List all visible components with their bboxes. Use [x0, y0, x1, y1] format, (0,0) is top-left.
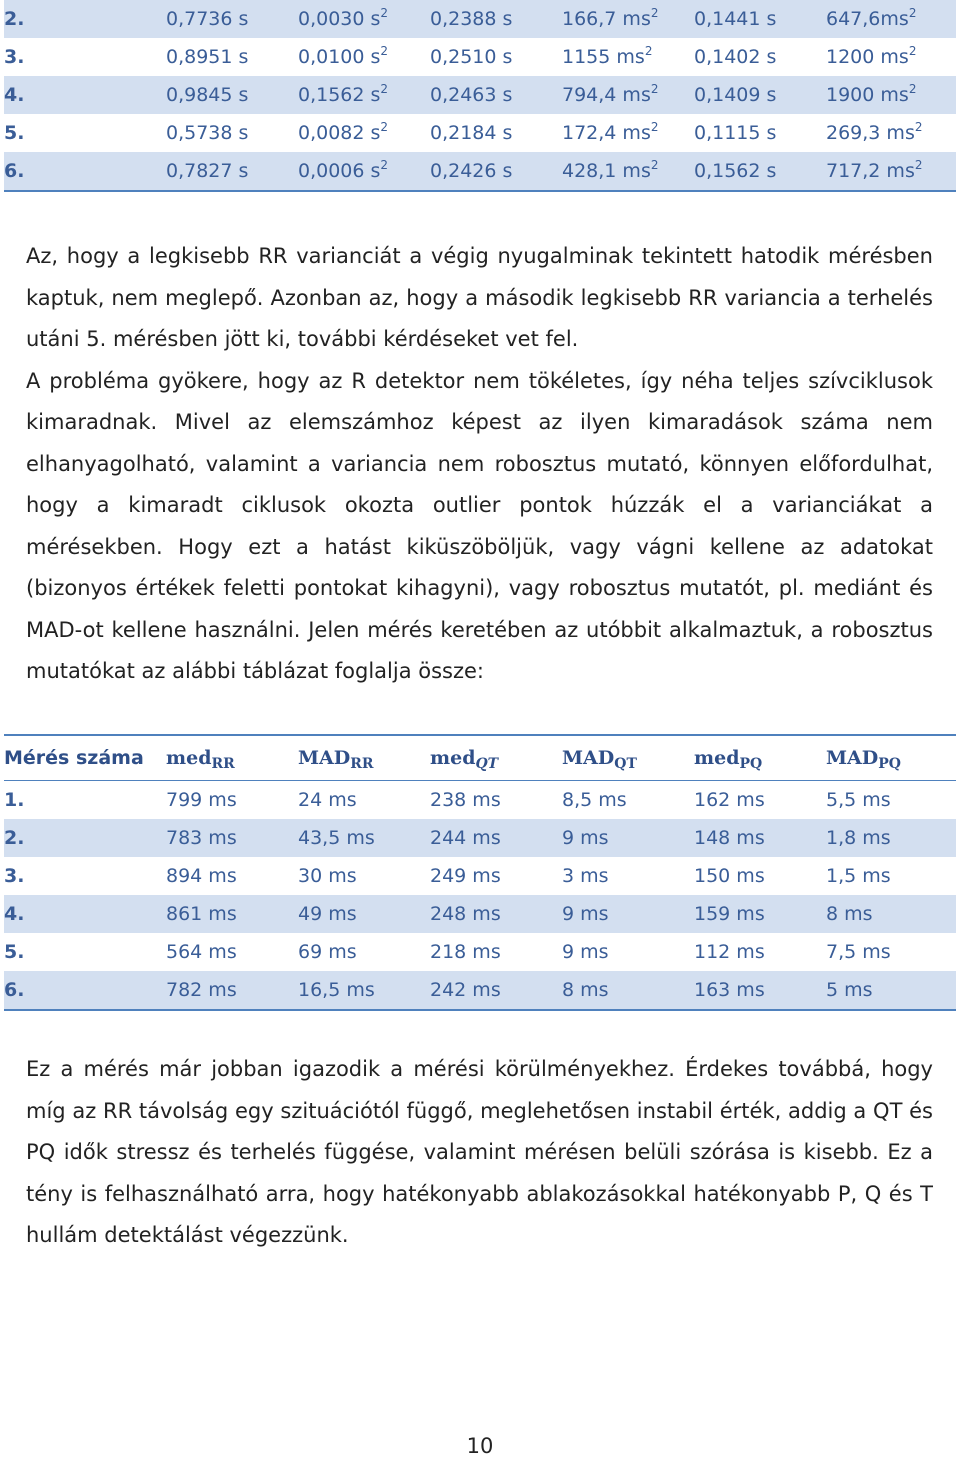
- table-cell: 1200 $ms^2$: [826, 44, 917, 68]
- table-cell: 43,5 ms: [298, 819, 430, 857]
- table-cell: 7,5 ms: [826, 941, 891, 963]
- table-cell: 0,0100 $s^2$: [298, 44, 389, 68]
- table-cell: 0,1409 s: [694, 76, 826, 114]
- table-cell: 159 ms: [694, 895, 826, 933]
- table-row: [4, 895, 956, 933]
- table-row: [4, 971, 956, 1010]
- table-cell: $647,6ms^2$: [826, 0, 956, 38]
- paragraph-text: Ez a mérés már jobban igazodik a mérési körülményekhez. Érdekes továbbá, hogy míg az RR távolság egy szituációtól függő, meglehetősen instabil érték, addig a QT és PQ idők stressz és terhelés függése, valamint mérésen belüli szórása is kisebb. Ez a tény is felhasználható arra, hogy hatékonyabb ablakozásokkal hatékonyabb P, Q és T hullám detektálást végezzünk.: [26, 1057, 933, 1247]
- row-number: 1.: [4, 789, 25, 811]
- table-cell: 0,2426 s: [430, 152, 562, 191]
- body-paragraph: [26, 236, 933, 693]
- column-header: med$_{RR}$: [166, 735, 298, 781]
- table-cell: 9 ms: [562, 941, 609, 963]
- column-header: med$_{PQ}$: [694, 735, 826, 781]
- table-row: [4, 76, 956, 114]
- table-row: [4, 781, 956, 820]
- table-cell: 69 ms: [298, 941, 357, 963]
- table-cell: 172,4 $ms^2$: [562, 120, 659, 144]
- table-cell: 8 ms: [826, 895, 956, 933]
- table-cell: 248 ms: [430, 895, 562, 933]
- row-number: 5.: [4, 122, 25, 144]
- row-number: 3.: [4, 46, 25, 68]
- column-header: Mérés száma: [4, 735, 166, 781]
- row-number: 6.: [4, 152, 166, 191]
- row-number: 3.: [4, 865, 25, 887]
- column-header: $MAD_{PQ}$: [826, 735, 956, 781]
- table-cell: 1155 $ms^2$: [562, 44, 653, 68]
- table-cell: 0,9845 s: [166, 76, 298, 114]
- table-cell: 0,2388 s: [430, 0, 562, 38]
- table-cell: 49 ms: [298, 895, 430, 933]
- row-number: 4.: [4, 895, 166, 933]
- table-cell: 242 ms: [430, 971, 562, 1010]
- table-cell: 166,7 $ms^2$: [562, 0, 694, 38]
- table-cell: 0,7736 s: [166, 0, 298, 38]
- row-number: 2.: [4, 819, 166, 857]
- row-number: 4.: [4, 76, 166, 114]
- table-cell: 0,2510 s: [430, 46, 513, 68]
- table-cell: 794,4 $ms^2$: [562, 76, 694, 114]
- table-cell: 717,2 $ms^2$: [826, 152, 956, 191]
- table-cell: 783 ms: [166, 819, 298, 857]
- table-header-row: [4, 735, 956, 781]
- table-cell: 0,7827 s: [166, 152, 298, 191]
- table-cell: 150 ms: [694, 865, 765, 887]
- table-row: [4, 933, 956, 971]
- table-cell: 1900 $ms^2$: [826, 76, 956, 114]
- table-cell: 218 ms: [430, 941, 501, 963]
- table-cell: 0,0082 $s^2$: [298, 120, 389, 144]
- table-cell: 894 ms: [166, 865, 237, 887]
- page-number: 10: [466, 1434, 494, 1458]
- table-cell: 0,2184 s: [430, 122, 513, 144]
- table-row: [4, 0, 956, 38]
- table-cell: 244 ms: [430, 819, 562, 857]
- table-cell: 1,5 ms: [826, 865, 891, 887]
- column-header: med$_{QT}$: [430, 735, 562, 781]
- table-cell: 564 ms: [166, 941, 237, 963]
- table-cell: 249 ms: [430, 865, 501, 887]
- table-cell: 0,2463 s: [430, 76, 562, 114]
- table-cell: 0,0006 $s^2$: [298, 152, 430, 191]
- variance-table: [4, 0, 956, 192]
- table-cell: 0,0030 $s^2$: [298, 0, 430, 38]
- body-paragraph: [26, 1049, 933, 1257]
- table-cell: 30 ms: [298, 865, 357, 887]
- table-row: [4, 857, 956, 895]
- table-cell: 148 ms: [694, 819, 826, 857]
- row-number: 2.: [4, 0, 166, 38]
- row-number: 5.: [4, 941, 25, 963]
- table-row: [4, 38, 956, 76]
- table-cell: 8,5 ms: [562, 789, 627, 811]
- table-row: [4, 152, 956, 191]
- table-cell: 24 ms: [298, 789, 357, 811]
- table-cell: 1,8 ms: [826, 819, 956, 857]
- robust-metrics-table: [4, 734, 956, 1011]
- table-cell: 9 ms: [562, 819, 694, 857]
- table-cell: 428,1 $ms^2$: [562, 152, 694, 191]
- column-header: $MAD_{RR}$: [298, 735, 430, 781]
- table-cell: 8 ms: [562, 971, 694, 1010]
- table-cell: 0,1562 $s^2$: [298, 76, 430, 114]
- table-cell: 269,3 $ms^2$: [826, 120, 923, 144]
- table-cell: 0,8951 s: [166, 46, 249, 68]
- table-cell: 0,1402 s: [694, 46, 777, 68]
- paragraph-text: Az, hogy a legkisebb RR varianciát a végig nyugalminak tekintett hatodik mérésben kaptuk, nem meglepő. Azonban az, hogy a második legkisebb RR variancia a terhelés utáni 5. mérésben jött ki, további kérdéseket vet fel.: [26, 244, 933, 351]
- table-cell: 3 ms: [562, 865, 609, 887]
- table-cell: 0,5738 s: [166, 122, 249, 144]
- table-cell: 861 ms: [166, 895, 298, 933]
- table-cell: 0,1562 s: [694, 152, 826, 191]
- table-cell: 5 ms: [826, 971, 956, 1010]
- table-cell: 0,1115 s: [694, 122, 777, 144]
- table-cell: 16,5 ms: [298, 971, 430, 1010]
- table-cell: 112 ms: [694, 941, 765, 963]
- paragraph-text: A probléma gyökere, hogy az R detektor nem tökéletes, így néha teljes szívciklusok kimaradnak. Mivel az elemszámhoz képest az ilyen kimaradások száma nem elhanyagolható, valamint a variancia nem robosztus mutató, könnyen előfordulhat, hogy a kimaradt ciklusok okozta outlier pontok húzzák el a varianciákat a mérésekben. Hogy ezt a hatást kiküszöböljük, vagy vágni kellene az adatokat (bizonyos értékek feletti pontokat kihagyni), vagy robosztus mutatót, pl. mediánt és MAD-ot kellene használni. Jelen mérés keretében az utóbbit alkalmaztuk, a robosztus mutatókat az alábbi táblázat foglalja össze:: [26, 368, 933, 683]
- table-row: [4, 114, 956, 152]
- table-cell: 799 ms: [166, 789, 237, 811]
- table-cell: 238 ms: [430, 789, 501, 811]
- table-cell: 782 ms: [166, 971, 298, 1010]
- table-cell: 0,1441 s: [694, 0, 826, 38]
- row-number: 6.: [4, 971, 166, 1010]
- column-header: $MAD_{QT}$: [562, 735, 694, 781]
- table-cell: 162 ms: [694, 789, 765, 811]
- table-row: [4, 819, 956, 857]
- table-cell: 9 ms: [562, 895, 694, 933]
- table-cell: 5,5 ms: [826, 789, 891, 811]
- table-cell: 163 ms: [694, 971, 826, 1010]
